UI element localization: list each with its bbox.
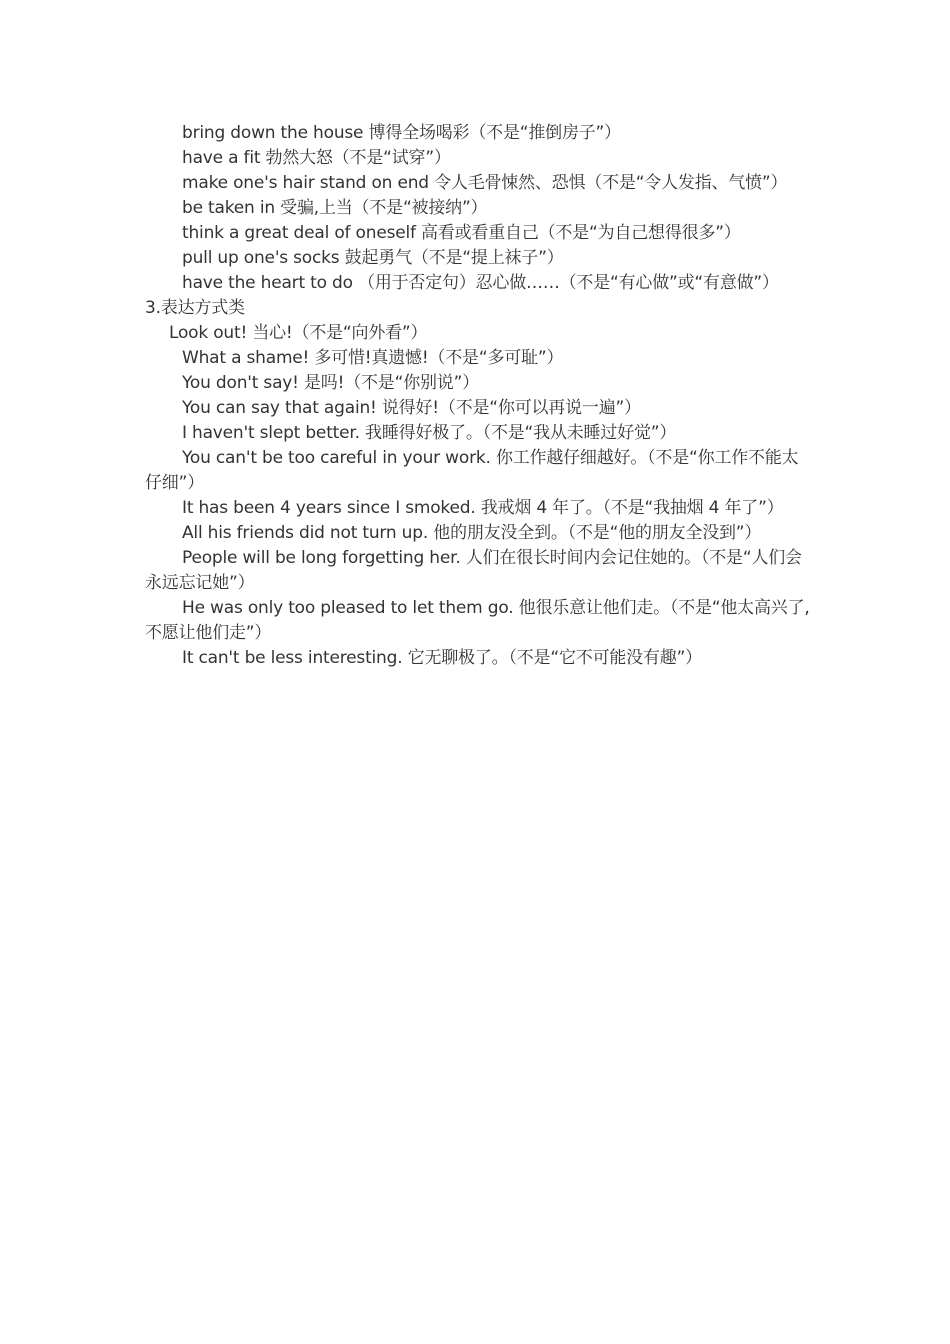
chinese-explanation: 多可惜!真遗憾!（不是“多可耻”） [314, 348, 564, 368]
expression-line [145, 421, 810, 446]
idiom-line [145, 271, 810, 296]
chinese-explanation: 高看或看重自己（不是“为自己想得很多”） [421, 223, 741, 243]
english-phrase: What a shame! [182, 348, 310, 368]
english-phrase: think a great deal of oneself [182, 223, 416, 243]
section-heading: 3.表达方式类 [145, 298, 245, 318]
english-phrase: You can say that again! [182, 398, 377, 418]
idiom-line [145, 221, 810, 246]
english-phrase: be taken in [182, 198, 275, 218]
english-phrase: All his friends did not turn up. [182, 523, 429, 543]
chinese-explanation: 他的朋友没全到。（不是“他的朋友全没到”） [433, 523, 762, 543]
chinese-explanation: 人们在很长时间内会记住她的。（不是“人们会永远忘记她”） [145, 548, 802, 593]
document-page [145, 121, 810, 671]
chinese-explanation: 说得好!（不是“你可以再说一遍”） [381, 398, 641, 418]
chinese-explanation: 鼓起勇气（不是“提上袜子”） [344, 248, 564, 268]
chinese-explanation: 是吗!（不是“你别说”） [303, 373, 480, 393]
chinese-explanation: 它无聊极了。（不是“它不可能没有趣”） [407, 648, 702, 668]
english-phrase: pull up one's socks [182, 248, 340, 268]
expression-line [145, 596, 810, 646]
english-phrase: make one's hair stand on end [182, 173, 429, 193]
expression-line [145, 496, 810, 521]
expression-line [145, 371, 810, 396]
expression-line [145, 521, 810, 546]
english-phrase: I haven't slept better. [182, 423, 360, 443]
chinese-explanation: 受骗,上当（不是“被接纳”） [280, 198, 488, 218]
chinese-explanation: 勃然大怒（不是“试穿”） [265, 148, 451, 168]
chinese-explanation: 当心!（不是“向外看”） [252, 323, 428, 343]
english-phrase: Look out! [169, 323, 248, 343]
idiom-line [145, 196, 810, 221]
idiom-line [145, 121, 810, 146]
expression-line [145, 396, 810, 421]
expression-line [145, 546, 810, 596]
chinese-explanation: 你工作越仔细越好。（不是“你工作不能太仔细”） [145, 448, 799, 493]
expression-line [145, 446, 810, 496]
expression-line [145, 346, 810, 371]
idiom-line [145, 171, 810, 196]
chinese-explanation: 博得全场喝彩（不是“推倒房子”） [368, 123, 621, 143]
english-phrase: bring down the house [182, 123, 364, 143]
english-phrase: You can't be too careful in your work. [182, 448, 491, 468]
english-phrase: He was only too pleased to let them go. [182, 598, 514, 618]
chinese-explanation: 他很乐意让他们走。（不是“他太高兴了,不愿让他们走”） [145, 598, 810, 643]
english-phrase: It has been 4 years since I smoked. [182, 498, 476, 518]
chinese-explanation: 令人毛骨悚然、恐惧（不是“令人发指、气愤”） [434, 173, 788, 193]
chinese-explanation: （用于否定句）忍心做……（不是“有心做”或“有意做”） [358, 273, 779, 293]
idiom-line [145, 246, 810, 271]
expression-line [145, 646, 810, 671]
chinese-explanation: 我睡得好极了。（不是“我从未睡过好觉”） [365, 423, 677, 443]
idiom-line [145, 146, 810, 171]
english-phrase: have a fit [182, 148, 261, 168]
english-phrase: It can't be less interesting. [182, 648, 403, 668]
english-phrase: People will be long forgetting her. [182, 548, 461, 568]
english-phrase: have the heart to do [182, 273, 353, 293]
expression-line [145, 321, 810, 346]
english-phrase: You don't say! [182, 373, 299, 393]
chinese-explanation: 我戒烟 4 年了。（不是“我抽烟 4 年了”） [480, 498, 784, 518]
